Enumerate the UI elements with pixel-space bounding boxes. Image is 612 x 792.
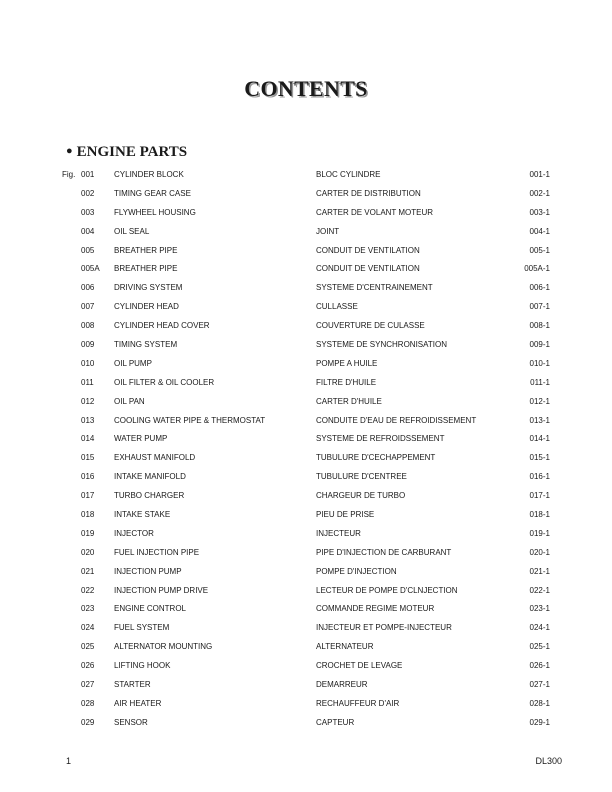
part-name-en: TIMING GEAR CASE xyxy=(114,188,191,198)
contents-row xyxy=(0,432,612,451)
page-ref: 017-1 xyxy=(529,491,550,501)
fig-number: 016 xyxy=(81,472,95,482)
fig-number: 012 xyxy=(81,396,95,406)
part-name-en: COOLING WATER PIPE & THERMOSTAT xyxy=(114,415,266,425)
part-name-fr: CONDUITE D'EAU DE REFROIDISSEMENT xyxy=(316,415,477,425)
fig-number: 020 xyxy=(81,547,95,557)
section-heading xyxy=(66,144,187,161)
page-ref: 013-1 xyxy=(529,415,550,425)
contents-row xyxy=(0,697,612,716)
page-ref: 010-1 xyxy=(529,358,550,368)
contents-row xyxy=(0,508,612,527)
fig-number: 006 xyxy=(81,283,95,293)
page-ref: 020-1 xyxy=(529,547,550,557)
contents-row xyxy=(0,319,612,338)
part-name-fr: CARTER DE DISTRIBUTION xyxy=(316,188,421,198)
contents-list xyxy=(0,168,612,735)
contents-row xyxy=(0,281,612,300)
part-name-fr: DEMARREUR xyxy=(316,680,368,690)
contents-row xyxy=(0,357,612,376)
page-ref: 029-1 xyxy=(529,717,550,727)
page-ref: 023-1 xyxy=(529,604,550,614)
part-name-en: STARTER xyxy=(114,680,151,690)
fig-number: 001 xyxy=(81,170,95,179)
contents-row xyxy=(0,395,612,414)
section-heading-text: ENGINE PARTS xyxy=(76,144,188,160)
page-ref: 003-1 xyxy=(529,207,550,217)
part-name-fr: INJECTEUR xyxy=(316,528,361,538)
part-name-fr: LECTEUR DE POMPE D'CLNJECTION xyxy=(316,585,458,595)
page-ref: 012-1 xyxy=(529,396,550,406)
fig-number: 005 xyxy=(81,245,95,255)
fig-prefix: Fig. xyxy=(62,170,76,179)
page-ref: 011-1 xyxy=(530,377,550,387)
part-name-en: INTAKE STAKE xyxy=(114,510,171,520)
part-name-en: OIL FILTER & OIL COOLER xyxy=(114,377,215,387)
page-ref: 021-1 xyxy=(529,566,550,576)
fig-number: 011 xyxy=(81,377,94,387)
contents-row xyxy=(0,168,612,187)
page-ref: 006-1 xyxy=(529,283,550,293)
fig-number: 029 xyxy=(81,717,95,727)
contents-row xyxy=(0,678,612,697)
fig-number: 017 xyxy=(81,491,95,501)
contents-row xyxy=(0,414,612,433)
part-name-fr: COMMANDE REGIME MOTEUR xyxy=(316,604,435,614)
part-name-fr: TUBULURE D'CECHAPPEMENT xyxy=(316,453,436,463)
part-name-fr: RECHAUFFEUR D'AIR xyxy=(316,698,400,708)
part-name-en: CYLINDER HEAD xyxy=(114,302,179,312)
part-name-en: WATER PUMP xyxy=(114,434,168,444)
part-name-fr: JOINT xyxy=(316,226,340,236)
page-ref: 001-1 xyxy=(529,170,550,179)
fig-number: 005A xyxy=(81,264,100,274)
page-ref: 025-1 xyxy=(529,642,550,652)
part-name-fr: BLOC CYLINDRE xyxy=(316,170,381,179)
part-name-en: OIL PUMP xyxy=(114,358,152,368)
part-name-en: ENGINE CONTROL xyxy=(114,604,187,614)
part-name-fr: CONDUIT DE VENTILATION xyxy=(316,264,420,274)
part-name-en: CYLINDER BLOCK xyxy=(114,170,184,179)
part-name-fr: TUBULURE D'CENTREE xyxy=(316,472,407,482)
part-name-en: BREATHER PIPE xyxy=(114,264,178,274)
footer-model: DL300 xyxy=(535,756,562,766)
contents-row xyxy=(0,584,612,603)
page-ref: 004-1 xyxy=(529,226,550,236)
part-name-fr: FILTRE D'HUILE xyxy=(316,377,377,387)
part-name-en: LIFTING HOOK xyxy=(114,661,171,671)
fig-number: 004 xyxy=(81,226,95,236)
page-ref: 008-1 xyxy=(529,321,550,331)
fig-number: 021 xyxy=(81,566,95,576)
part-name-en: FLYWHEEL HOUSING xyxy=(114,207,196,217)
fig-number: 015 xyxy=(81,453,95,463)
page-ref: 002-1 xyxy=(529,188,550,198)
page-ref: 016-1 xyxy=(529,472,550,482)
part-name-en: CYLINDER HEAD COVER xyxy=(114,321,210,331)
part-name-en: INJECTION PUMP xyxy=(114,566,182,576)
page-title: CONTENTS xyxy=(244,76,368,101)
part-name-fr: CULLASSE xyxy=(316,302,358,312)
contents-row xyxy=(0,376,612,395)
part-name-fr: SYSTEME DE REFROIDSSEMENT xyxy=(316,434,445,444)
contents-row xyxy=(0,659,612,678)
part-name-en: INJECTOR xyxy=(114,528,154,538)
fig-number: 013 xyxy=(81,415,95,425)
contents-row xyxy=(0,451,612,470)
fig-number: 026 xyxy=(81,661,95,671)
part-name-fr: CAPTEUR xyxy=(316,717,355,727)
fig-number: 008 xyxy=(81,321,95,331)
part-name-en: EXHAUST MANIFOLD xyxy=(114,453,196,463)
part-name-en: DRIVING SYSTEM xyxy=(114,283,183,293)
page-ref: 007-1 xyxy=(529,302,550,312)
bullet-icon: ● xyxy=(66,145,73,157)
page-ref: 028-1 xyxy=(529,698,550,708)
part-name-en: OIL PAN xyxy=(114,396,145,406)
part-name-fr: COUVERTURE DE CULASSE xyxy=(316,321,425,331)
contents-row xyxy=(0,640,612,659)
part-name-fr: SYSTEME D'CENTRAINEMENT xyxy=(316,283,433,293)
contents-row xyxy=(0,565,612,584)
fig-number: 024 xyxy=(81,623,95,633)
part-name-en: INTAKE MANIFOLD xyxy=(114,472,186,482)
part-name-en: SENSOR xyxy=(114,717,148,727)
part-name-fr: CARTER D'HUILE xyxy=(316,396,382,406)
fig-number: 018 xyxy=(81,510,95,520)
part-name-fr: PIEU DE PRISE xyxy=(316,510,375,520)
part-name-fr: POMPE D'INJECTION xyxy=(316,566,397,576)
page-ref: 027-1 xyxy=(529,680,550,690)
page-ref: 026-1 xyxy=(529,661,550,671)
fig-number: 019 xyxy=(81,528,95,538)
part-name-fr: CHARGEUR DE TURBO xyxy=(316,491,406,501)
page-ref: 018-1 xyxy=(529,510,550,520)
page-ref: 014-1 xyxy=(529,434,550,444)
contents-row xyxy=(0,602,612,621)
part-name-en: FUEL SYSTEM xyxy=(114,623,170,633)
contents-row xyxy=(0,716,612,735)
part-name-fr: SYSTEME DE SYNCHRONISATION xyxy=(316,340,447,350)
part-name-en: TURBO CHARGER xyxy=(114,491,185,501)
contents-row xyxy=(0,225,612,244)
part-name-en: TIMING SYSTEM xyxy=(114,340,178,350)
contents-row xyxy=(0,244,612,263)
page-ref: 005A-1 xyxy=(524,264,550,274)
part-name-fr: CROCHET DE LEVAGE xyxy=(316,661,403,671)
part-name-fr: PIPE D'INJECTION DE CARBURANT xyxy=(316,547,452,557)
fig-number: 002 xyxy=(81,188,95,198)
part-name-fr: INJECTEUR ET POMPE-INJECTEUR xyxy=(316,623,452,633)
footer-page-number: 1 xyxy=(66,756,72,766)
contents-row xyxy=(0,187,612,206)
part-name-en: OIL SEAL xyxy=(114,226,150,236)
contents-row xyxy=(0,546,612,565)
page-ref: 019-1 xyxy=(529,528,550,538)
fig-number: 022 xyxy=(81,585,95,595)
part-name-en: ALTERNATOR MOUNTING xyxy=(114,642,213,652)
fig-number: 009 xyxy=(81,340,95,350)
part-name-fr: CARTER DE VOLANT MOTEUR xyxy=(316,207,434,217)
part-name-fr: POMPE A HUILE xyxy=(316,358,378,368)
contents-row xyxy=(0,262,612,281)
contents-row xyxy=(0,470,612,489)
part-name-fr: CONDUIT DE VENTILATION xyxy=(316,245,420,255)
fig-number: 028 xyxy=(81,698,95,708)
fig-number: 025 xyxy=(81,642,95,652)
fig-number: 003 xyxy=(81,207,95,217)
page-ref: 022-1 xyxy=(529,585,550,595)
part-name-en: FUEL INJECTION PIPE xyxy=(114,547,200,557)
contents-row xyxy=(0,621,612,640)
contents-row xyxy=(0,206,612,225)
contents-row xyxy=(0,489,612,508)
page-ref: 024-1 xyxy=(529,623,550,633)
contents-row xyxy=(0,527,612,546)
page-ref: 005-1 xyxy=(529,245,550,255)
fig-number: 010 xyxy=(81,358,95,368)
fig-number: 027 xyxy=(81,680,95,690)
fig-number: 014 xyxy=(81,434,95,444)
part-name-fr: ALTERNATEUR xyxy=(316,642,374,652)
fig-number: 023 xyxy=(81,604,95,614)
fig-number: 007 xyxy=(81,302,95,312)
part-name-en: INJECTION PUMP DRIVE xyxy=(114,585,209,595)
part-name-en: BREATHER PIPE xyxy=(114,245,178,255)
page-ref: 009-1 xyxy=(529,340,550,350)
part-name-en: AIR HEATER xyxy=(114,698,162,708)
contents-row xyxy=(0,300,612,319)
contents-row xyxy=(0,338,612,357)
page-ref: 015-1 xyxy=(529,453,550,463)
